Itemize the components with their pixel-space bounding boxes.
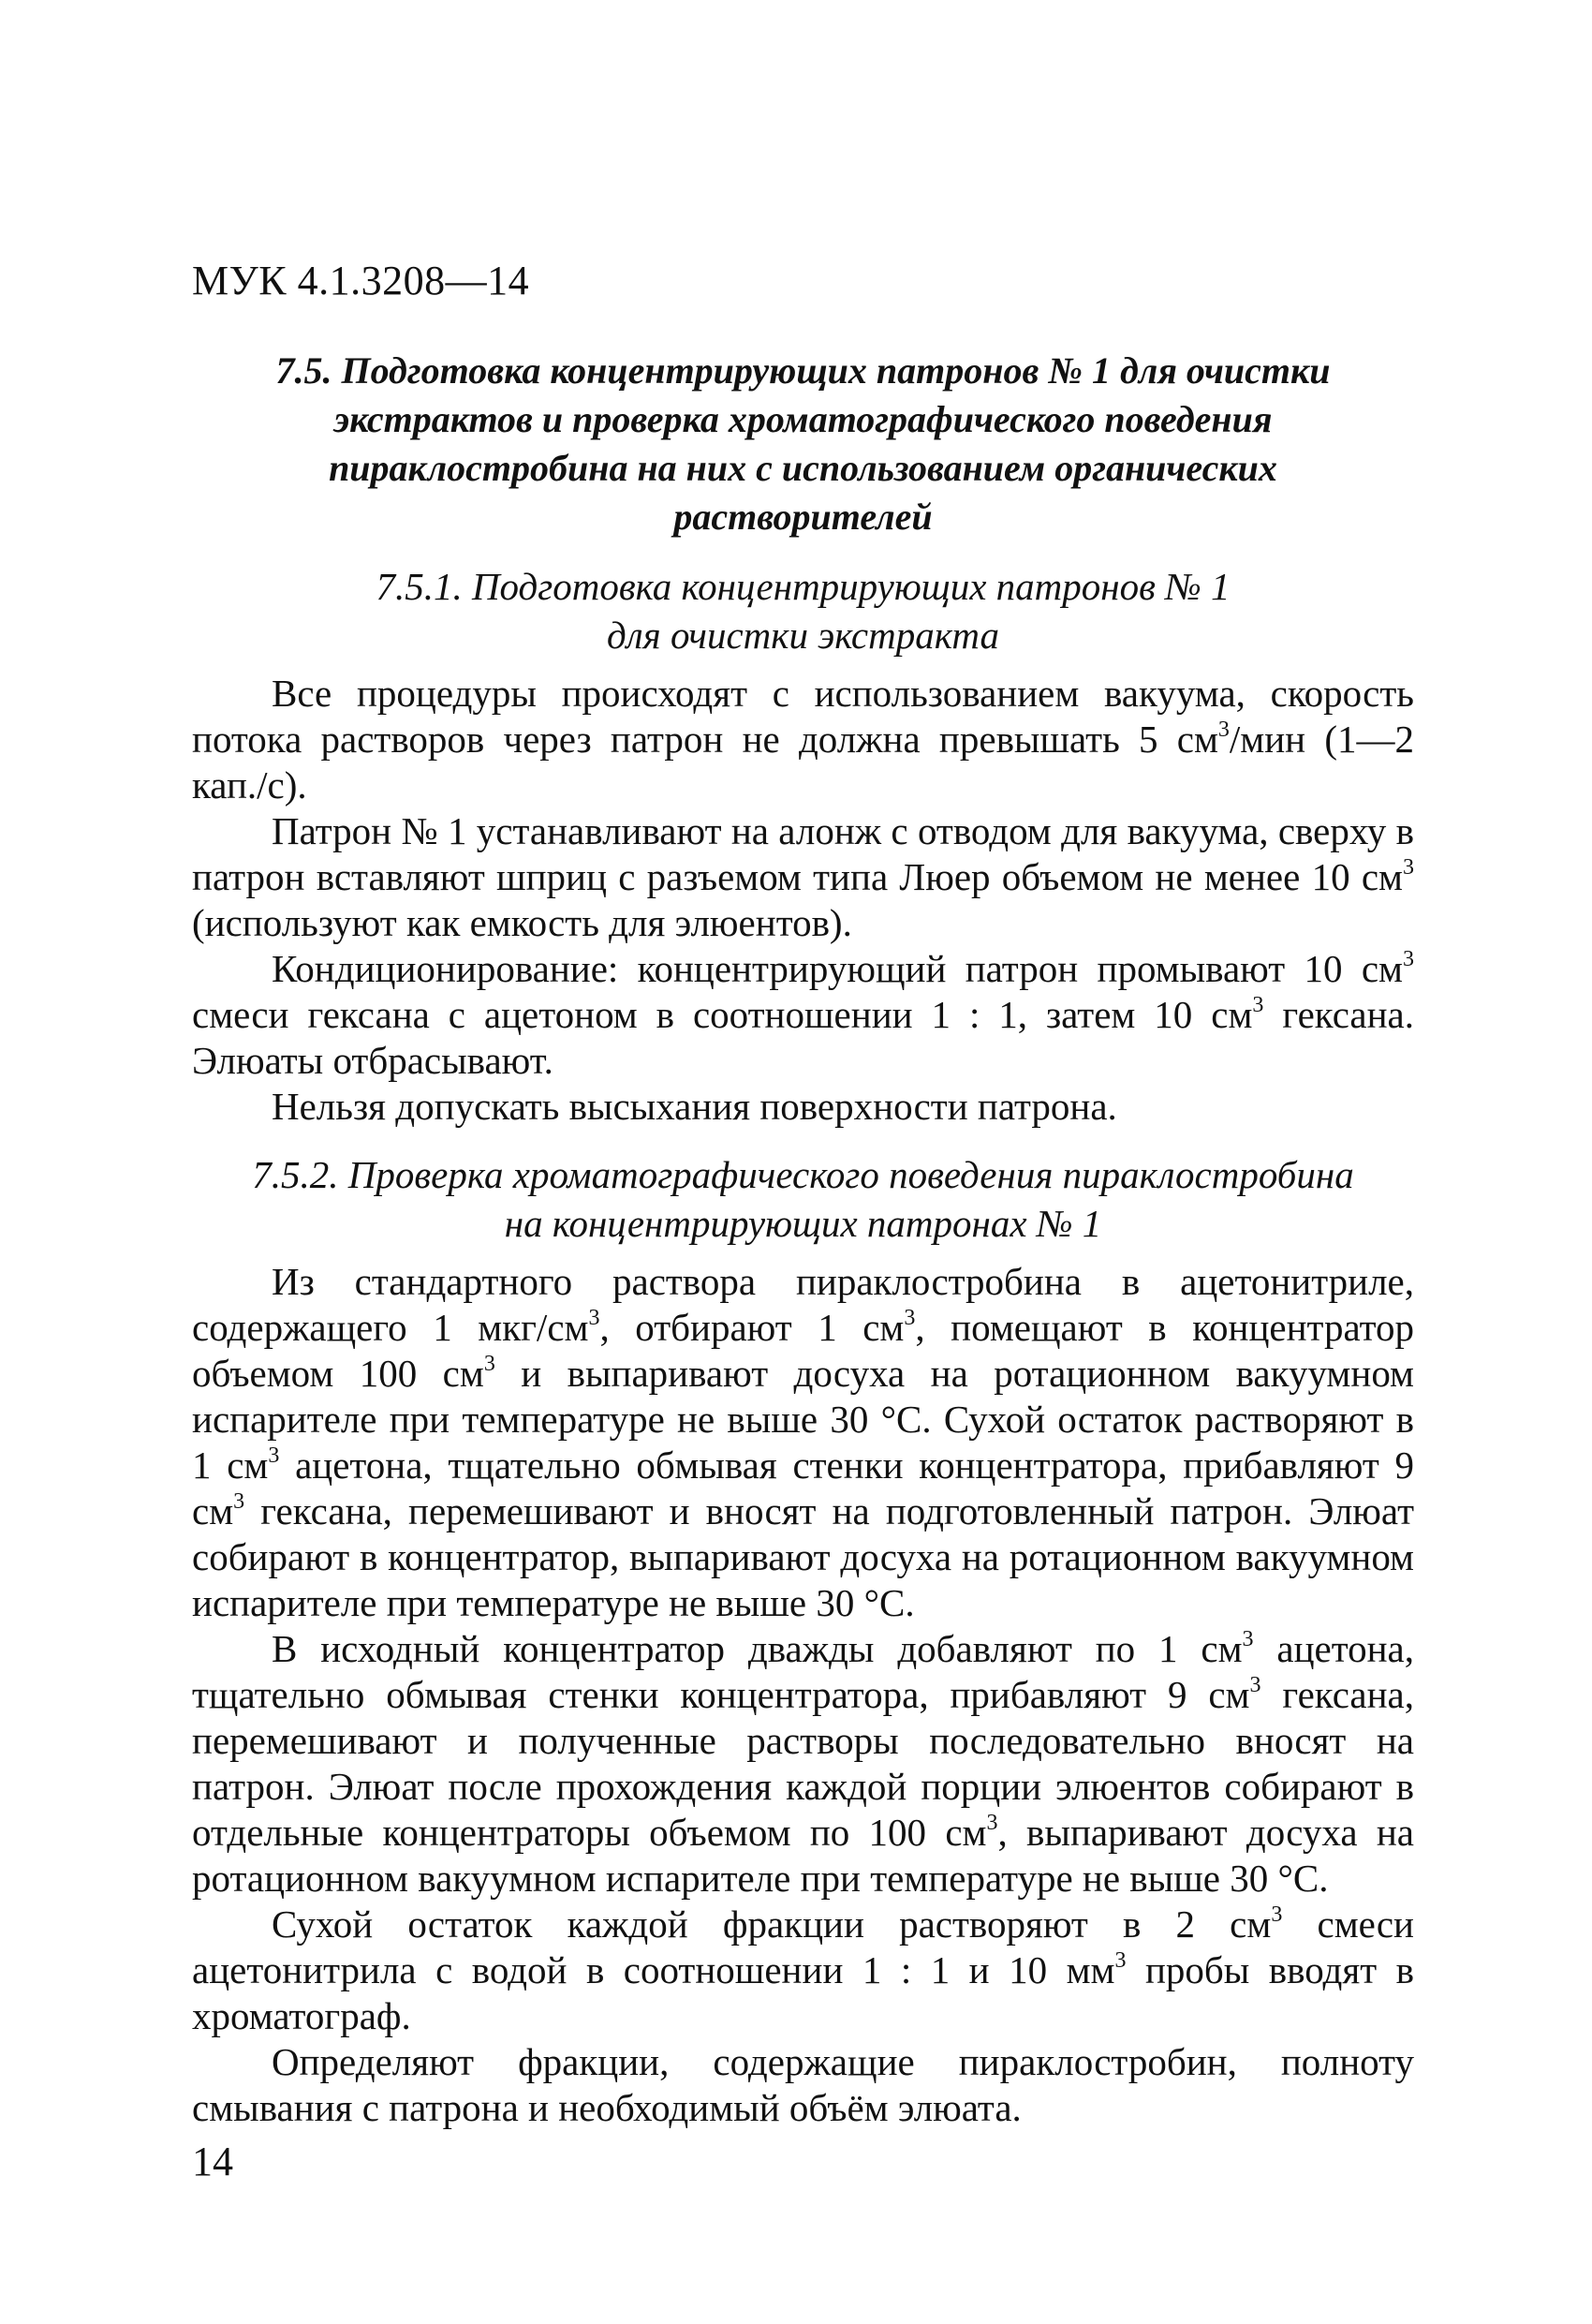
text-run: и выпаривают досуха на ротационном вакуумном испарителе при температуре не выше 30 °С. Сухой остаток растворяют в 1 см — [192, 1352, 1414, 1487]
text-run: ацетона, тщательно обмывая стенки концентратора, прибавляют 9 см — [192, 1443, 1414, 1532]
paragraph: Нельзя допускать высыхания поверхности патрона. — [272, 1085, 1117, 1128]
superscript: 3 — [483, 1352, 495, 1377]
text-run: пробы вводят в хроматограф. — [192, 1948, 1414, 2037]
running-header: МУК 4.1.3208—14 — [192, 258, 530, 303]
superscript: 3 — [1242, 1627, 1254, 1652]
text-run: /мин (1—2 кап./с). — [192, 718, 1414, 807]
paragraph — [192, 946, 1414, 1084]
subsection-title — [192, 1150, 1414, 1248]
text-run: , выпаривают досуха на ротационном вакуумном испарителе при температуре не выше 30 °С. — [192, 1811, 1414, 1900]
paragraph — [192, 1626, 1414, 1902]
subsection-title — [192, 562, 1414, 659]
text-run: Кондиционирование: концентрирующий патрон промывают 10 см — [272, 947, 1403, 990]
paragraph — [192, 671, 1414, 808]
superscript: 3 — [233, 1489, 245, 1515]
section-title: 7.5. Подготовка концентрирующих патронов № 1 для очистки экстрактов и проверка хроматографического поведения пираклостробина на них с использованием органических растворителей — [275, 349, 1331, 538]
text-run: (используют как емкость для элюентов). — [192, 901, 852, 944]
subsection-title-line: на концентрирующих патронах № 1 — [504, 1202, 1102, 1245]
text-run: гексана. Элюаты отбрасывают. — [192, 993, 1414, 1082]
text-run: Сухой остаток каждой фракции растворяют в 2 см — [272, 1902, 1272, 1946]
page-number: 14 — [192, 2139, 233, 2184]
paragraph — [192, 1259, 1414, 1626]
text-run: Все процедуры происходят с использованием вакуума, скорость потока растворов через патрон не должна превышать 5 см — [192, 672, 1414, 761]
paragraph — [192, 1902, 1414, 2039]
text-run: Патрон № 1 устанавливают на алонж с отводом для вакуума, сверху в патрон вставляют шприц с разъемом типа Люер объемом не менее 10 см — [192, 809, 1414, 898]
document-body — [192, 347, 1414, 2131]
text-run: смеси гексана с ацетоном в соотношении 1 : 1, затем 10 см — [192, 993, 1253, 1036]
text-run: , помещают в концентратор объемом 100 см — [192, 1306, 1414, 1395]
superscript: 3 — [1403, 947, 1414, 972]
superscript: 3 — [268, 1443, 280, 1469]
subsection-title-line: 7.5.2. Проверка хроматографического поведения пираклостробина — [252, 1153, 1354, 1196]
text-run: ацетона, тщательно обмывая стенки концентратора, прибавляют 9 см — [192, 1627, 1414, 1716]
text-run: , отбирают 1 см — [599, 1306, 905, 1349]
text-run: гексана, перемешивают и вносят на подготовленный патрон. Элюат собирают в концентратор, выпаривают досуха на ротационном вакуумном испарителе при температуре не выше 30 °С. — [192, 1489, 1414, 1624]
text-run: Из стандартного раствора пираклостробина в ацетонитриле, содержащего 1 мкг/см — [192, 1260, 1414, 1349]
text-run: В исходный концентратор дважды добавляют по 1 см — [272, 1627, 1243, 1670]
superscript: 3 — [904, 1306, 916, 1331]
superscript: 3 — [1114, 1948, 1127, 1974]
superscript: 3 — [1217, 718, 1230, 743]
subsection-title-line: для очистки экстракта — [607, 614, 999, 657]
paragraph — [192, 808, 1414, 946]
text-run: смеси ацетонитрила с водой в соотношении 1 : 1 и 10 мм — [192, 1902, 1414, 1991]
superscript: 3 — [1249, 1673, 1261, 1698]
superscript: 3 — [986, 1811, 998, 1836]
subsection-title-line: 7.5.1. Подготовка концентрирующих патронов № 1 — [376, 565, 1231, 608]
superscript: 3 — [1271, 1902, 1283, 1928]
text-run: гексана, перемешивают и полученные растворы последовательно вносят на патрон. Элюат после прохождения каждой порции элюентов собирают в отдельные концентраторы объемом по 100 см — [192, 1673, 1414, 1854]
superscript: 3 — [1252, 993, 1264, 1018]
superscript: 3 — [1403, 855, 1414, 881]
superscript: 3 — [588, 1306, 600, 1331]
paragraph: Определяют фракции, содержащие пираклостробин, полноту смывания с патрона и необходимый объём элюата. — [192, 2040, 1414, 2129]
